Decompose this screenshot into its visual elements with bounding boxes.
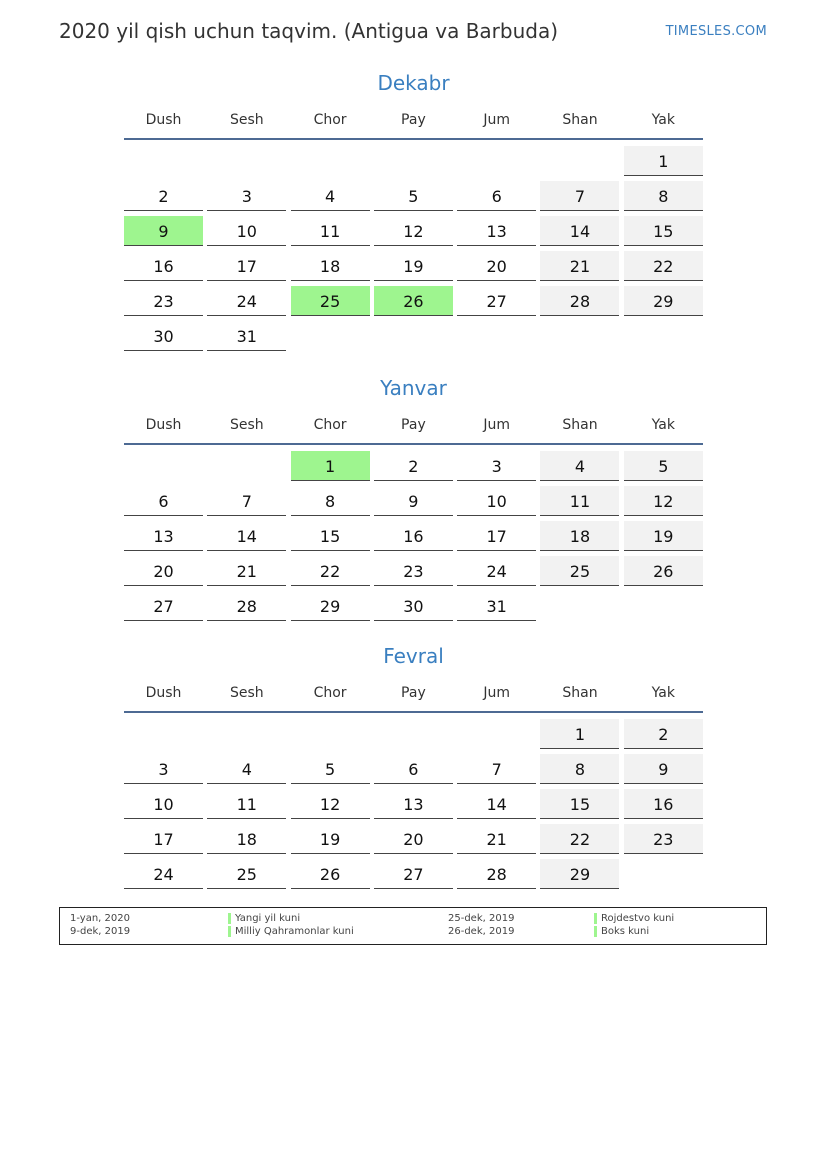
day-cell: 24: [457, 556, 536, 586]
weekday-label: Dush: [145, 112, 182, 128]
day-cell: 30: [124, 321, 203, 351]
day-cell: 29: [291, 591, 370, 621]
day-cell: 11: [207, 789, 286, 819]
day-cell: 13: [457, 216, 536, 246]
empty-day-cell: [124, 146, 203, 175]
day-cell: 27: [457, 286, 536, 316]
day-cell: 9: [624, 754, 703, 784]
day-cell: 26: [624, 556, 703, 586]
weekday-header: [124, 685, 703, 713]
weekday-label: Dush: [145, 685, 182, 701]
day-cell: 21: [207, 556, 286, 586]
legend-date: 25-dek, 2019: [448, 913, 515, 924]
holiday-legend: [59, 907, 767, 945]
weekday-label: Chor: [313, 112, 347, 128]
empty-day-cell: [457, 146, 536, 175]
day-cell: 18: [291, 251, 370, 281]
day-cell: 7: [457, 754, 536, 784]
day-cell: 16: [624, 789, 703, 819]
legend-holiday-name: Boks kuni: [594, 926, 649, 937]
day-cell: 18: [540, 521, 619, 551]
empty-day-cell: [374, 146, 453, 175]
day-cell: 1: [540, 719, 619, 749]
day-cell: 28: [540, 286, 619, 316]
day-cell: 17: [207, 251, 286, 281]
day-cell: 12: [374, 216, 453, 246]
day-cell: 21: [457, 824, 536, 854]
day-cell: 22: [624, 251, 703, 281]
day-cell: 13: [124, 521, 203, 551]
day-cell: 31: [207, 321, 286, 351]
weekday-label: Shan: [562, 417, 598, 433]
holiday-day-cell: 25: [291, 286, 370, 316]
empty-day-cell: [207, 451, 286, 480]
legend-date: 9-dek, 2019: [70, 926, 131, 937]
empty-day-cell: [291, 719, 370, 748]
weekday-header: [124, 417, 703, 445]
day-cell: 13: [374, 789, 453, 819]
weekday-label: Sesh: [229, 112, 264, 128]
legend-date: 1-yan, 2020: [70, 913, 130, 924]
day-cell: 29: [540, 859, 619, 889]
legend-holiday-name: Rojdestvo kuni: [594, 913, 674, 924]
day-cell: 10: [457, 486, 536, 516]
weekday-label: Jum: [483, 417, 510, 433]
day-cell: 22: [291, 556, 370, 586]
day-cell: 27: [374, 859, 453, 889]
day-cell: 8: [624, 181, 703, 211]
day-cell: 14: [540, 216, 619, 246]
weekday-label: Sesh: [229, 685, 264, 701]
day-cell: 16: [374, 521, 453, 551]
day-cell: 15: [540, 789, 619, 819]
day-cell: 28: [457, 859, 536, 889]
day-cell: 14: [207, 521, 286, 551]
empty-day-cell: [457, 719, 536, 748]
empty-day-cell: [207, 146, 286, 175]
day-cell: 5: [624, 451, 703, 481]
day-cell: 28: [207, 591, 286, 621]
day-cell: 23: [124, 286, 203, 316]
month-title: Yanvar: [380, 376, 447, 400]
day-cell: 4: [291, 181, 370, 211]
day-cell: 15: [624, 216, 703, 246]
day-cell: 2: [374, 451, 453, 481]
weekday-label: Jum: [483, 685, 510, 701]
day-cell: 23: [624, 824, 703, 854]
weekday-label: Yak: [651, 417, 675, 433]
day-cell: 30: [374, 591, 453, 621]
day-cell: 8: [291, 486, 370, 516]
empty-day-cell: [124, 451, 203, 480]
day-cell: 21: [540, 251, 619, 281]
day-cell: 15: [291, 521, 370, 551]
day-cell: 29: [624, 286, 703, 316]
weekday-label: Jum: [483, 112, 510, 128]
weekday-label: Chor: [313, 685, 347, 701]
day-cell: 1: [624, 146, 703, 176]
day-cell: 4: [207, 754, 286, 784]
weekday-label: Yak: [651, 112, 675, 128]
day-cell: 7: [540, 181, 619, 211]
day-cell: 10: [124, 789, 203, 819]
day-grid: [124, 719, 703, 889]
day-cell: 31: [457, 591, 536, 621]
day-cell: 27: [124, 591, 203, 621]
day-cell: 4: [540, 451, 619, 481]
weekday-label: Yak: [651, 685, 675, 701]
day-cell: 17: [124, 824, 203, 854]
day-cell: 17: [457, 521, 536, 551]
day-cell: 24: [207, 286, 286, 316]
day-cell: 25: [540, 556, 619, 586]
month-calendar-december: [124, 70, 703, 351]
holiday-day-cell: 9: [124, 216, 203, 246]
day-cell: 8: [540, 754, 619, 784]
empty-day-cell: [291, 146, 370, 175]
day-cell: 6: [374, 754, 453, 784]
day-cell: 19: [374, 251, 453, 281]
day-cell: 20: [374, 824, 453, 854]
day-cell: 3: [457, 451, 536, 481]
day-cell: 12: [624, 486, 703, 516]
month-title: Dekabr: [377, 71, 450, 95]
day-cell: 26: [291, 859, 370, 889]
day-cell: 14: [457, 789, 536, 819]
day-cell: 6: [457, 181, 536, 211]
day-cell: 11: [540, 486, 619, 516]
day-cell: 3: [207, 181, 286, 211]
day-cell: 12: [291, 789, 370, 819]
legend-holiday-name: Yangi yil kuni: [228, 913, 300, 924]
day-cell: 11: [291, 216, 370, 246]
holiday-day-cell: 26: [374, 286, 453, 316]
weekday-label: Pay: [401, 417, 426, 433]
day-cell: 5: [291, 754, 370, 784]
day-grid: [124, 146, 703, 351]
empty-day-cell: [374, 719, 453, 748]
day-cell: 5: [374, 181, 453, 211]
holiday-day-cell: 1: [291, 451, 370, 481]
day-cell: 25: [207, 859, 286, 889]
day-cell: 23: [374, 556, 453, 586]
weekday-label: Shan: [562, 685, 598, 701]
weekday-label: Pay: [401, 685, 426, 701]
weekday-label: Sesh: [229, 417, 264, 433]
day-cell: 6: [124, 486, 203, 516]
month-calendar-january: [124, 375, 703, 621]
day-cell: 20: [457, 251, 536, 281]
day-cell: 9: [374, 486, 453, 516]
weekday-label: Dush: [145, 417, 182, 433]
day-cell: 22: [540, 824, 619, 854]
day-cell: 7: [207, 486, 286, 516]
day-cell: 19: [291, 824, 370, 854]
day-cell: 2: [624, 719, 703, 749]
weekday-label: Shan: [562, 112, 598, 128]
day-cell: 3: [124, 754, 203, 784]
weekday-label: Chor: [313, 417, 347, 433]
day-cell: 16: [124, 251, 203, 281]
legend-date: 26-dek, 2019: [448, 926, 515, 937]
day-grid: [124, 451, 703, 621]
day-cell: 19: [624, 521, 703, 551]
day-cell: 24: [124, 859, 203, 889]
page-title: 2020 yil qish uchun taqvim. (Antigua va Barbuda): [59, 19, 559, 43]
legend-holiday-name: Milliy Qahramonlar kuni: [228, 926, 354, 937]
weekday-label: Pay: [401, 112, 426, 128]
empty-day-cell: [124, 719, 203, 748]
day-cell: 2: [124, 181, 203, 211]
empty-day-cell: [207, 719, 286, 748]
month-title: Fevral: [383, 644, 444, 668]
month-calendar-february: [124, 643, 703, 889]
empty-day-cell: [540, 146, 619, 175]
weekday-header: [124, 112, 703, 140]
day-cell: 20: [124, 556, 203, 586]
day-cell: 18: [207, 824, 286, 854]
brand-link[interactable]: TIMESLES.COM: [665, 24, 767, 39]
day-cell: 10: [207, 216, 286, 246]
